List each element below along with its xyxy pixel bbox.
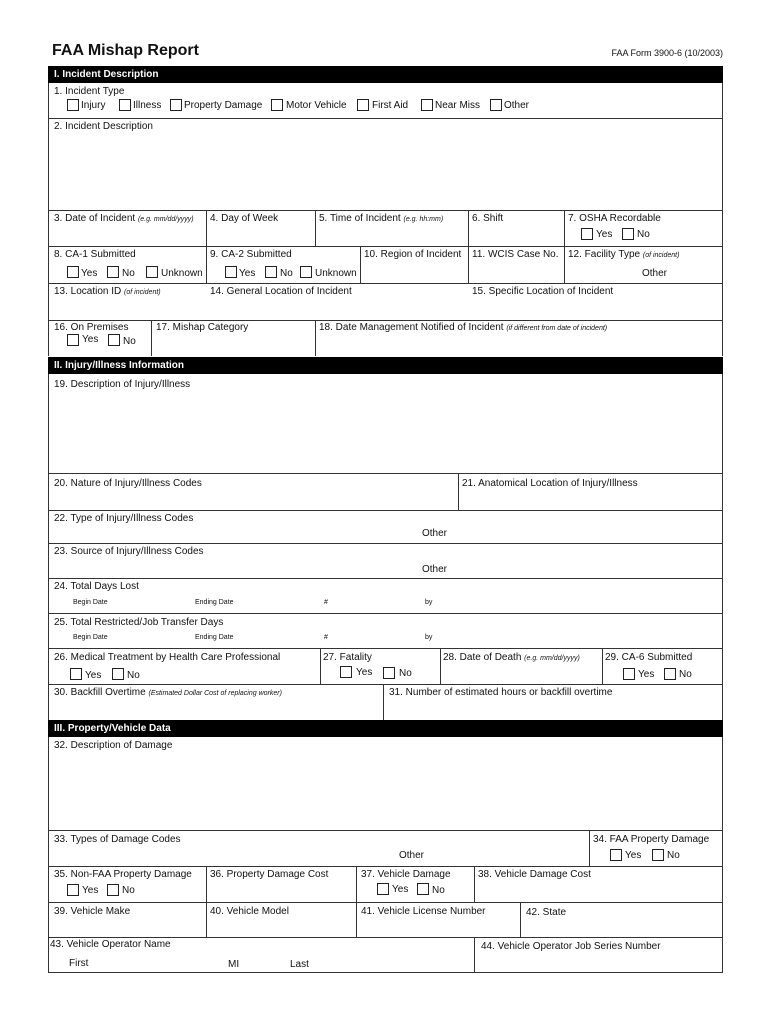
time-of-incident-label: 5. Time of Incident (e.g. hh:mm) [319, 213, 444, 224]
checkbox-ca1-yes[interactable] [67, 266, 79, 278]
location-id-label: 13. Location ID (of incident) [54, 286, 161, 297]
mishap-category-label: 17. Mishap Category [156, 322, 249, 333]
checkbox-faa-damage-yes[interactable] [610, 849, 622, 861]
col-divider [356, 866, 357, 937]
ca2-submitted-label: 9. CA-2 Submitted [210, 249, 292, 260]
date-of-death-label: 28. Date of Death (e.g. mm/dd/yyyy) [443, 652, 580, 663]
label-no: No [679, 669, 692, 680]
label-other: Other [504, 100, 530, 111]
section-incident-description: I. Incident Description [48, 66, 723, 83]
day-of-week-label: 4. Day of Week [210, 213, 279, 224]
label-illness: Illness [133, 100, 162, 111]
label-unknown: Unknown [161, 268, 203, 279]
row-divider [48, 972, 723, 973]
col-divider [520, 902, 521, 937]
col-divider [458, 473, 459, 510]
incident-description-label: 2. Incident Description [54, 121, 153, 132]
checkbox-other[interactable] [490, 99, 502, 111]
by-label: by [425, 634, 433, 641]
label-no: No [122, 268, 135, 279]
label-yes: Yes [82, 885, 99, 896]
label-no: No [432, 885, 445, 896]
ending-date-label: Ending Date [195, 634, 234, 641]
non-faa-damage-label: 35. Non-FAA Property Damage [54, 869, 192, 880]
label-yes: Yes [596, 229, 613, 240]
general-location-label: 14. General Location of Incident [210, 286, 352, 297]
backfill-hours-label: 31. Number of estimated hours or backfill overtime [389, 687, 613, 698]
vehicle-license-label: 41. Vehicle License Number [361, 906, 486, 917]
row-divider [48, 578, 723, 579]
description-injury-label: 19. Description of Injury/Illness [54, 379, 191, 390]
begin-date-label: Begin Date [73, 634, 108, 641]
checkbox-ca2-unknown[interactable] [300, 266, 312, 278]
description-damage-label: 32. Description of Damage [54, 740, 173, 751]
col-divider [468, 210, 469, 283]
checkbox-fatality-yes[interactable] [340, 666, 352, 678]
checkbox-medical-no[interactable] [112, 668, 124, 680]
row-divider [48, 118, 723, 119]
label-yes: Yes [392, 884, 409, 895]
frame-right [722, 83, 723, 356]
label-no: No [127, 670, 140, 681]
row-divider [48, 937, 723, 938]
row-divider [48, 320, 723, 321]
facility-type-label: 12. Facility Type (of incident) [568, 249, 680, 260]
by-label: by [425, 599, 433, 606]
type-codes-label: 22. Type of Injury/Illness Codes [54, 513, 194, 524]
label-injury: Injury [81, 100, 106, 111]
checkbox-vehicle-damage-no[interactable] [417, 883, 429, 895]
col-divider [440, 648, 441, 684]
last-name-label: Last [290, 959, 309, 970]
col-divider [474, 937, 475, 972]
property-damage-cost-label: 36. Property Damage Cost [210, 869, 329, 880]
col-divider [360, 246, 361, 283]
label-no: No [399, 668, 412, 679]
col-divider [602, 648, 603, 684]
checkbox-non-faa-yes[interactable] [67, 884, 79, 896]
faa-property-damage-label: 34. FAA Property Damage [593, 834, 710, 845]
row-divider [48, 830, 723, 831]
label-no: No [280, 268, 293, 279]
row-divider [48, 246, 723, 247]
region-label: 10. Region of Incident [364, 249, 462, 260]
source-other-label: Other [422, 564, 448, 575]
date-of-incident-label: 3. Date of Incident (e.g. mm/dd/yyyy) [54, 213, 194, 224]
state-label: 42. State [526, 907, 567, 918]
ca1-submitted-label: 8. CA-1 Submitted [54, 249, 136, 260]
checkbox-first-aid[interactable] [357, 99, 369, 111]
col-divider [206, 866, 207, 937]
first-name-label: First [69, 958, 89, 969]
label-yes: Yes [81, 268, 98, 279]
checkbox-motor-vehicle[interactable] [271, 99, 283, 111]
vehicle-model-label: 40. Vehicle Model [210, 906, 289, 917]
frame-left [48, 374, 49, 720]
checkbox-injury[interactable] [67, 99, 79, 111]
row-divider [48, 283, 723, 284]
row-divider [48, 902, 723, 903]
row-divider [48, 210, 723, 211]
col-divider [151, 320, 152, 356]
label-yes: Yes [638, 669, 655, 680]
label-yes: Yes [356, 667, 373, 678]
restricted-days-label: 25. Total Restricted/Job Transfer Days [54, 617, 224, 628]
vehicle-damage-cost-label: 38. Vehicle Damage Cost [478, 869, 591, 880]
wcis-case-label: 11. WCIS Case No. [472, 249, 559, 260]
medical-treatment-label: 26. Medical Treatment by Health Care Professional [54, 652, 281, 663]
row-divider [48, 473, 723, 474]
row-divider [48, 866, 723, 867]
damage-codes-label: 33. Types of Damage Codes [54, 834, 181, 845]
label-no: No [637, 229, 650, 240]
label-yes: Yes [82, 334, 99, 345]
checkbox-premises-no[interactable] [108, 334, 120, 346]
source-codes-label: 23. Source of Injury/Illness Codes [54, 546, 204, 557]
col-divider [564, 210, 565, 283]
anatomical-location-label: 21. Anatomical Location of Injury/Illness [462, 478, 638, 489]
checkbox-near-miss[interactable] [421, 99, 433, 111]
shift-label: 6. Shift [472, 213, 504, 224]
checkbox-non-faa-no[interactable] [107, 884, 119, 896]
nature-codes-label: 20. Nature of Injury/Illness Codes [54, 478, 202, 489]
hash-label: # [324, 599, 328, 606]
fatality-label: 27. Fatality [323, 652, 372, 663]
checkbox-osha-yes[interactable] [581, 228, 593, 240]
section-injury-illness: II. Injury/Illness Information [48, 357, 723, 374]
checkbox-ca6-yes[interactable] [623, 668, 635, 680]
backfill-overtime-label: 30. Backfill Overtime (Estimated Dollar Cost of replacing worker) [54, 687, 282, 698]
vehicle-make-label: 39. Vehicle Make [54, 906, 131, 917]
osha-recordable-label: 7. OSHA Recordable [568, 213, 661, 224]
facility-other-label: Other [642, 268, 668, 279]
label-unknown: Unknown [315, 268, 357, 279]
col-divider [206, 210, 207, 283]
damage-other-label: Other [399, 850, 425, 861]
label-no: No [122, 885, 135, 896]
col-divider [589, 830, 590, 866]
middle-initial-label: MI [228, 959, 240, 970]
checkbox-medical-yes[interactable] [70, 668, 82, 680]
row-divider [48, 543, 723, 544]
label-motor-vehicle: Motor Vehicle [286, 100, 347, 111]
label-yes: Yes [239, 268, 256, 279]
row-divider [48, 684, 723, 685]
specific-location-label: 15. Specific Location of Incident [472, 286, 614, 297]
frame-left [48, 83, 49, 356]
form-number: FAA Form 3900-6 (10/2003) [611, 48, 723, 58]
type-other-label: Other [422, 528, 448, 539]
on-premises-label: 16. On Premises [54, 322, 129, 333]
label-yes: Yes [85, 670, 102, 681]
col-divider [315, 320, 316, 356]
col-divider [315, 210, 316, 246]
col-divider [320, 648, 321, 684]
checkbox-osha-no[interactable] [622, 228, 634, 240]
checkbox-ca2-yes[interactable] [225, 266, 237, 278]
label-near-miss: Near Miss [435, 100, 481, 111]
checkbox-property-damage[interactable] [170, 99, 182, 111]
checkbox-premises-yes[interactable] [67, 334, 79, 346]
checkbox-ca6-no[interactable] [664, 668, 676, 680]
checkbox-fatality-no[interactable] [383, 667, 395, 679]
row-divider [48, 648, 723, 649]
hash-label: # [324, 634, 328, 641]
checkbox-vehicle-damage-yes[interactable] [377, 883, 389, 895]
checkbox-ca1-unknown[interactable] [146, 266, 158, 278]
label-yes: Yes [625, 850, 642, 861]
label-first-aid: First Aid [372, 100, 409, 111]
checkbox-ca2-no[interactable] [265, 266, 277, 278]
form-title: FAA Mishap Report [52, 42, 199, 59]
operator-job-series-label: 44. Vehicle Operator Job Series Number [481, 941, 661, 952]
label-no: No [123, 336, 136, 347]
row-divider [48, 510, 723, 511]
row-divider [48, 613, 723, 614]
col-divider [383, 684, 384, 720]
section-property-vehicle: III. Property/Vehicle Data [48, 720, 723, 737]
checkbox-illness[interactable] [119, 99, 131, 111]
operator-name-label: 43. Vehicle Operator Name [50, 939, 171, 950]
checkbox-ca1-no[interactable] [107, 266, 119, 278]
frame-right [722, 374, 723, 720]
incident-type-label: 1. Incident Type [54, 86, 125, 97]
ca6-submitted-label: 29. CA-6 Submitted [605, 652, 693, 663]
col-divider [474, 866, 475, 902]
label-property-damage: Property Damage [184, 100, 263, 111]
checkbox-faa-damage-no[interactable] [652, 849, 664, 861]
vehicle-damage-label: 37. Vehicle Damage [361, 869, 451, 880]
ending-date-label: Ending Date [195, 599, 234, 606]
begin-date-label: Begin Date [73, 599, 108, 606]
date-management-notified-label: 18. Date Management Notified of Incident (if different from date of incident) [319, 322, 608, 333]
total-days-lost-label: 24. Total Days Lost [54, 581, 139, 592]
label-no: No [667, 850, 680, 861]
